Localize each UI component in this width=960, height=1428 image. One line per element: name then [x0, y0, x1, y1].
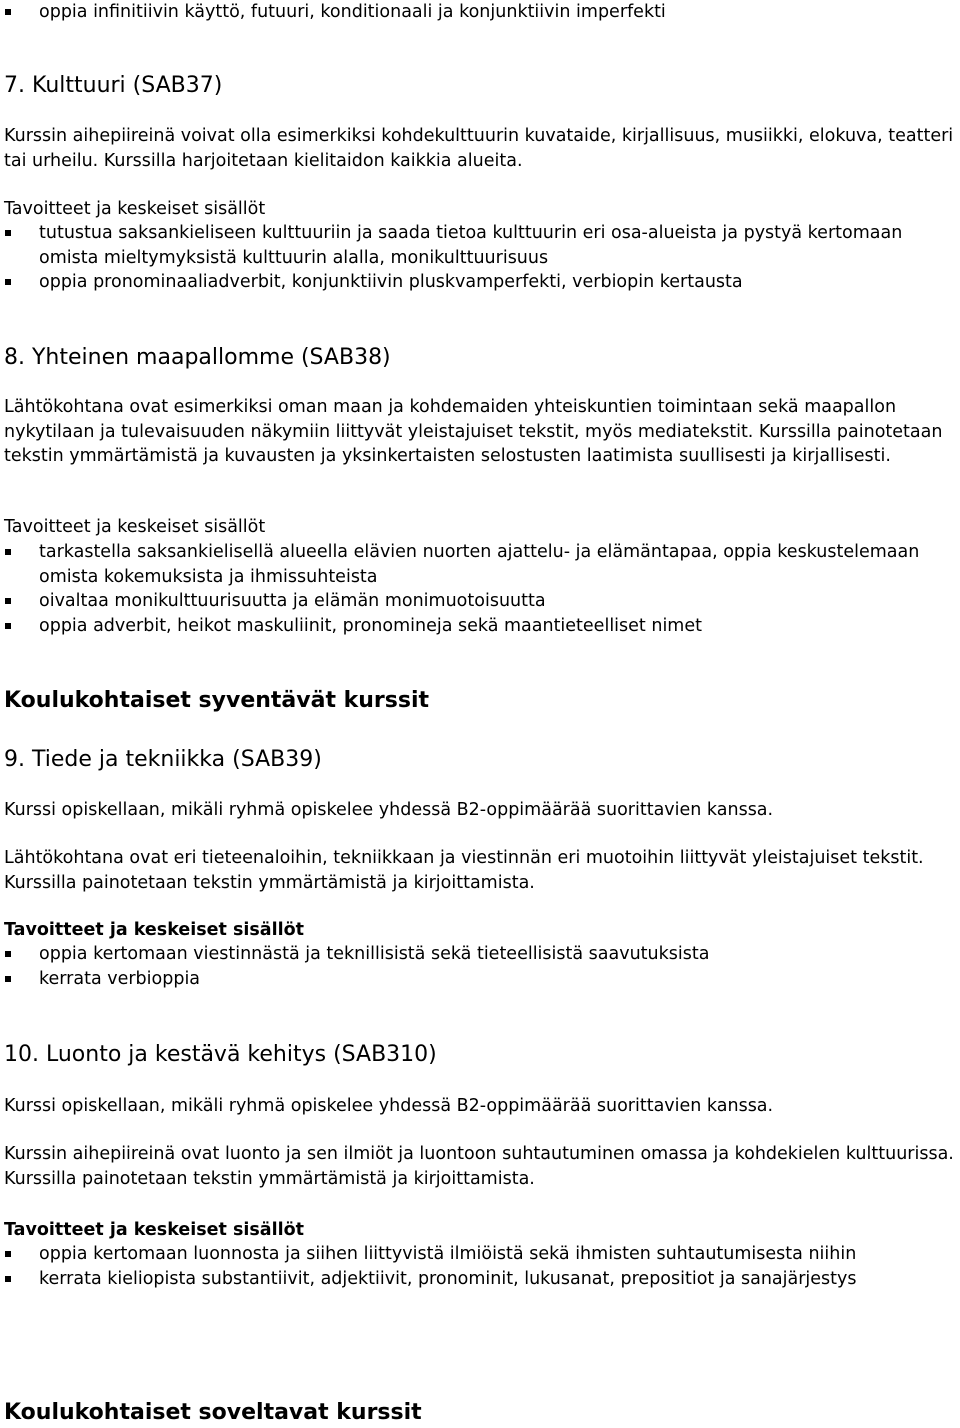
course-description: Lähtökohtana ovat esimerkiksi oman maan ja kohdemaiden yhteiskuntien toimintaan sekä maapallon nykytilaan ja tulevaisuuden näkymiin liittyvät yleistajuiset tekstit, myös mediatekstit. Kurssilla painotetaan tekstin ymmärtämistä ja kuvausten ja yksinkertaisten selostusten laatimista suullisesti ja kirjallisesti.: [4, 397, 943, 466]
list-item: tutustua saksankieliseen kulttuuriin ja saada tietoa kulttuurin eri osa-alueista ja pystyä kertomaan omista mieltymyksistä kulttuurin alalla, monikulttuurisuus: [4, 221, 956, 270]
square-bullet-icon: [5, 598, 11, 604]
course-note: Kurssi opiskellaan, mikäli ryhmä opiskelee yhdessä B2-oppimäärää suorittavien kanssa.: [4, 800, 774, 820]
list-item: oppia pronominaaliadverbit, konjunktiivin pluskvamperfekti, verbiopin kertausta: [4, 270, 956, 295]
course-title: 8. Yhteinen maapallomme (SAB38): [4, 345, 391, 370]
list-item: oivaltaa monikulttuurisuutta ja elämän monimuotoisuutta: [4, 589, 956, 614]
course-description: Kurssin aihepiireinä ovat luonto ja sen ilmiöt ja luontoon suhtautuminen omassa ja kohdekielen kulttuurissa. Kurssilla painotetaan tekstin ymmärtämistä ja kirjoittamista.: [4, 1144, 954, 1189]
square-bullet-icon: [5, 230, 11, 236]
square-bullet-icon: [5, 623, 11, 629]
goals-heading: Tavoitteet ja keskeiset sisällöt: [4, 920, 305, 940]
goals-list: [4, 1242, 956, 1291]
goals-heading: Tavoitteet ja keskeiset sisällöt: [4, 199, 266, 219]
goals-heading: Tavoitteet ja keskeiset sisällöt: [4, 517, 266, 537]
square-bullet-icon: [5, 279, 11, 285]
square-bullet-icon: [5, 1276, 11, 1282]
list-item: kerrata verbioppia: [4, 967, 956, 992]
course-title: 7. Kulttuuri (SAB37): [4, 73, 223, 98]
list-item: tarkastella saksankielisellä alueella elävien nuorten ajattelu- ja elämäntapaa, oppia keskustelemaan omista kokemuksista ja ihmissuhteista: [4, 540, 956, 589]
course-title: 9. Tiede ja tekniikka (SAB39): [4, 747, 322, 772]
section-title: Koulukohtaiset soveltavat kurssit: [4, 1400, 422, 1425]
course-description: Lähtökohtana ovat eri tieteenaloihin, tekniikkaan ja viestinnän eri muotoihin liittyvät yleistajuiset tekstit. Kurssilla painotetaan tekstin ymmärtämistä ja kirjoittamista.: [4, 848, 924, 893]
square-bullet-icon: [5, 1251, 11, 1257]
goals-list: [4, 540, 956, 638]
course-note: Kurssi opiskellaan, mikäli ryhmä opiskelee yhdessä B2-oppimäärää suorittavien kanssa.: [4, 1096, 774, 1116]
list-item: oppia adverbit, heikot maskuliinit, pronomineja sekä maantieteelliset nimet: [4, 614, 956, 639]
list-item: kerrata kieliopista substantiivit, adjektiivit, pronominit, lukusanat, prepositiot ja sanajärjestys: [4, 1267, 956, 1292]
course-description: Kurssin aihepiireinä voivat olla esimerkiksi kohdekulttuurin kuvataide, kirjallisuus, musiikki, elokuva, teatteri tai urheilu. Kurssilla harjoitetaan kielitaidon kaikkia alueita.: [4, 126, 954, 171]
goals-heading: Tavoitteet ja keskeiset sisällöt: [4, 1220, 305, 1240]
section-title: Koulukohtaiset syventävät kurssit: [4, 688, 430, 713]
square-bullet-icon: [5, 951, 11, 957]
list-item: oppia kertomaan luonnosta ja siihen liittyvistä ilmiöistä sekä ihmisten suhtautumisesta niihin: [4, 1242, 956, 1267]
course-title: 10. Luonto ja kestävä kehitys (SAB310): [4, 1042, 437, 1067]
goals-list: [4, 942, 956, 991]
list-item: oppia kertomaan viestinnästä ja teknillisistä sekä tieteellisistä saavutuksista: [4, 942, 956, 967]
list-item: oppia infinitiivin käyttö, futuuri, konditionaali ja konjunktiivin imperfekti: [4, 0, 956, 25]
square-bullet-icon: [5, 9, 11, 15]
square-bullet-icon: [5, 549, 11, 555]
course-7: [4, 71, 956, 101]
goals-list: [4, 221, 956, 295]
top-bullet-list: [4, 0, 956, 25]
square-bullet-icon: [5, 976, 11, 982]
